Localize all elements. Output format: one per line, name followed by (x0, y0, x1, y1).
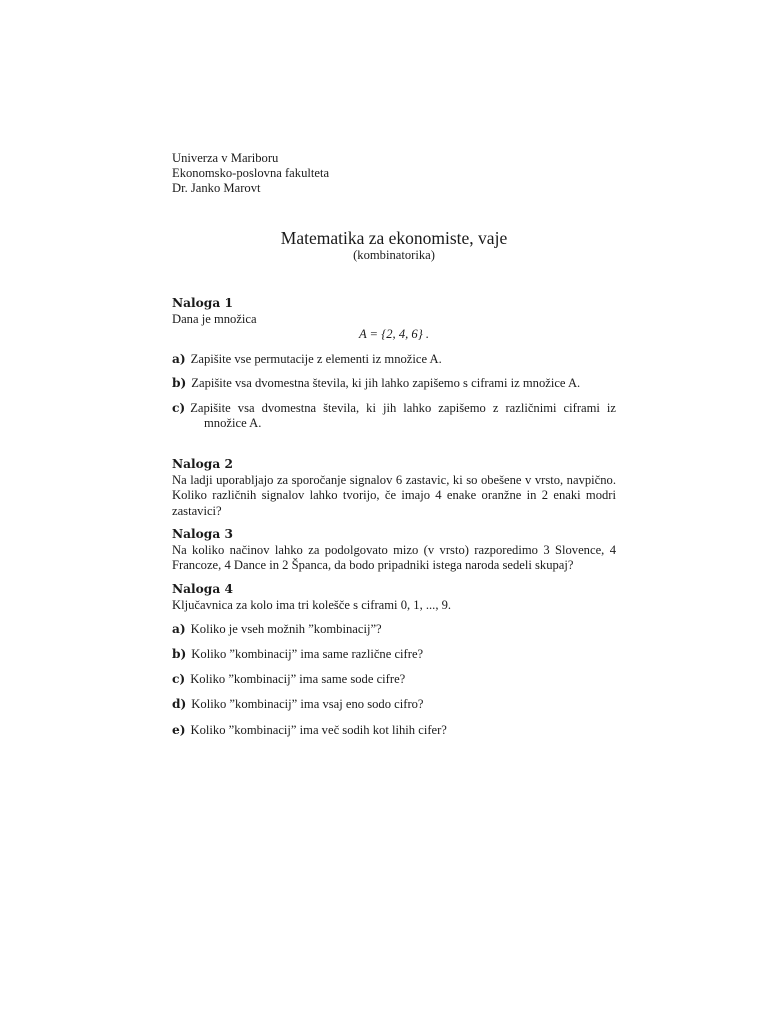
document-title: Matematika za ekonomiste, vaje (280, 228, 508, 248)
item-text: Koliko ”kombinacij” ima same sode cifre? (190, 672, 406, 687)
author-name: Dr. Janko Marovt (172, 181, 261, 195)
task-2 (172, 457, 616, 519)
task-heading: Naloga 3 (172, 527, 233, 542)
list-item (172, 723, 616, 739)
item-text: Koliko ”kombinacij” ima vsaj eno sodo cifro? (191, 697, 424, 712)
task-text: Ključavnica za kolo ima tri kolešče s ciframi 0, 1, ..., 9. (172, 597, 452, 612)
document-page (172, 151, 616, 738)
item-label: b) (172, 647, 187, 662)
item-label: b) (172, 376, 187, 391)
header-block (172, 151, 616, 196)
task-3 (172, 527, 616, 574)
document-subtitle: (kombinatorika) (353, 248, 435, 262)
list-item (172, 352, 616, 368)
item-text: Koliko ”kombinacij” ima več sodih kot lihih cifer? (190, 722, 447, 737)
item-text: Zapišite vsa dvomestna števila, ki jih lahko zapišemo z različnimi ciframi iz množice A. (190, 400, 616, 431)
item-label: e) (172, 722, 186, 737)
item-text: Koliko je vseh možnih ”kombinacij”? (190, 622, 382, 637)
task-heading: Naloga 1 (172, 296, 233, 310)
list-item (172, 401, 616, 432)
task-heading: Naloga 4 (172, 582, 233, 597)
item-text: Koliko ”kombinacij” ima same različne cifre? (191, 647, 424, 662)
item-text: Zapišite vsa dvomestna števila, ki jih lahko zapišemo s ciframi iz množice A. (191, 376, 581, 391)
task-1 (172, 296, 616, 432)
item-label: a) (172, 622, 186, 637)
list-item (172, 672, 616, 688)
item-label: c) (172, 672, 186, 687)
task-4 (172, 582, 616, 738)
list-item (172, 376, 616, 392)
task-text: Na koliko načinov lahko za podolgovato mizo (v vrsto) razporedimo 3 Slovence, 4 Francoze, 4 Dance in 2 Španca, da bodo pripadniki istega naroda sedeli skupaj? (172, 542, 616, 573)
item-label: a) (172, 351, 186, 366)
item-label: d) (172, 697, 187, 712)
item-list (172, 622, 616, 738)
title-block (172, 228, 616, 263)
university-name: Univerza v Mariboru (172, 151, 279, 165)
item-text: Zapišite vse permutacije z elementi iz množice A. (190, 351, 442, 366)
task-text: Na ladji uporabljajo za sporočanje signalov 6 zastavic, ki so obešene v vrsto, navpično. Koliko različnih signalov lahko tvorijo, če imajo 4 enake oranžne in 2 enaki modri zastavici? (172, 472, 616, 518)
list-item (172, 622, 616, 638)
list-item (172, 647, 616, 663)
item-label: c) (172, 400, 186, 415)
task-intro: Dana je množica (172, 311, 257, 326)
set-formula: A = {2, 4, 6} . (358, 327, 430, 342)
faculty-name: Ekonomsko-poslovna fakulteta (172, 166, 330, 180)
task-heading: Naloga 2 (172, 457, 233, 472)
list-item (172, 697, 616, 713)
